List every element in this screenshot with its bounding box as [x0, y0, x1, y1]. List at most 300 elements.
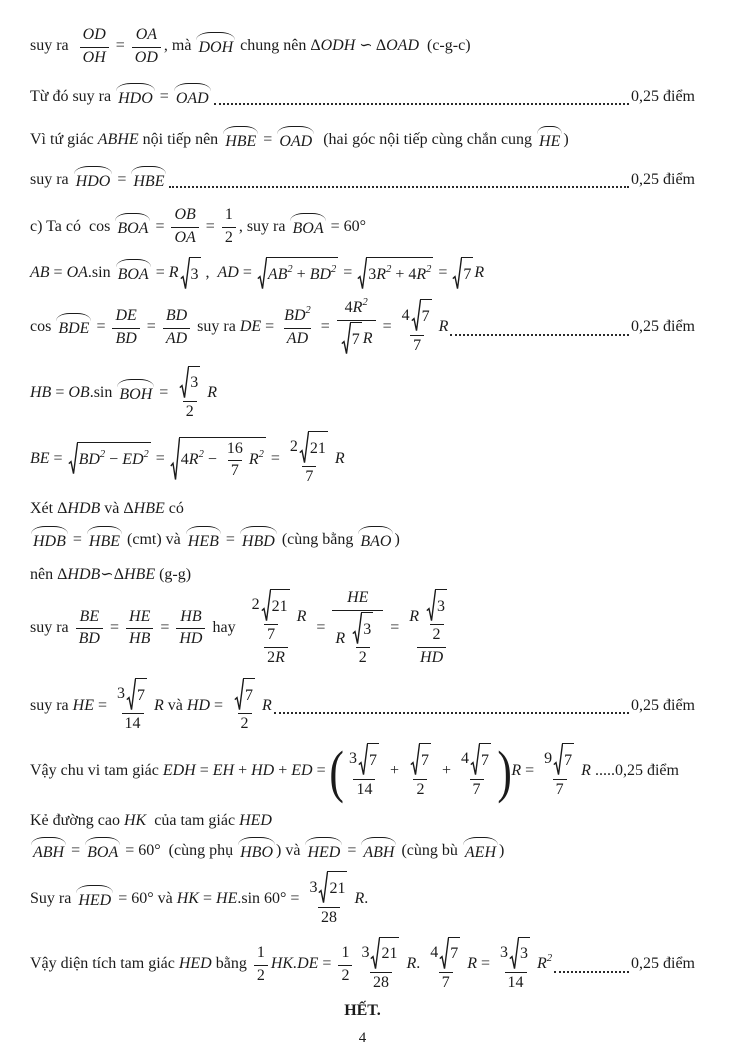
- math-var: R: [275, 649, 285, 667]
- numerator: [175, 366, 204, 401]
- text-run: .sin: [87, 264, 115, 282]
- text-run: 2: [432, 626, 441, 644]
- text-run: 21: [309, 439, 326, 457]
- math-var: OA: [66, 264, 88, 282]
- text-run: 2: [240, 715, 249, 733]
- numerator: [399, 299, 436, 334]
- text-run: nên Δ: [30, 565, 68, 583]
- text-run: −: [105, 451, 123, 469]
- fraction: [176, 608, 205, 650]
- text-run: (hai góc nội tiếp cùng chắn cung: [315, 130, 537, 148]
- fraction: [171, 206, 198, 248]
- big-paren-left: (: [329, 738, 344, 804]
- math-var: AB: [30, 264, 50, 282]
- text-run: chung nên Δ: [236, 37, 321, 55]
- radical: [318, 871, 347, 904]
- numerator: [458, 743, 495, 778]
- fraction: [358, 937, 403, 993]
- text-run: ): [394, 531, 400, 549]
- text-run: =: [259, 130, 277, 148]
- page-number: 4: [358, 1029, 367, 1046]
- text-run: Suy ra: [30, 889, 76, 907]
- math-var: R: [334, 449, 345, 467]
- text-run: 28: [320, 908, 337, 926]
- radical-body: [461, 257, 473, 290]
- text-run: 2: [185, 402, 194, 420]
- text-run: .: [364, 889, 369, 907]
- text-run: =: [49, 264, 67, 282]
- math-var: ED: [122, 451, 144, 469]
- radical: [509, 937, 530, 970]
- text-run: 7: [230, 462, 239, 480]
- line-abh-boa: [30, 836, 695, 867]
- line-hdo-equals-hbe: [30, 165, 695, 196]
- text-run: 2: [256, 966, 265, 984]
- math-var: OA: [135, 26, 158, 43]
- denominator: [126, 628, 153, 649]
- denominator: [112, 328, 139, 349]
- text-run: =: [312, 761, 330, 779]
- text-run: và: [163, 696, 187, 714]
- text-run: =: [151, 449, 169, 467]
- text-run: +: [437, 761, 456, 779]
- text-run: 1: [256, 943, 265, 961]
- text-run: , mà: [163, 37, 196, 55]
- radical: [234, 678, 255, 711]
- fraction: [399, 299, 436, 355]
- denominator: [122, 713, 144, 734]
- angle-name: HBE: [222, 125, 259, 156]
- score-label: 0,25 điểm: [631, 955, 695, 973]
- end-marker: HẾT.: [344, 1001, 381, 1019]
- math-var: BD: [78, 630, 100, 648]
- text-run: 7: [463, 265, 472, 283]
- text-run: suy ra: [30, 619, 73, 637]
- text-run: +: [234, 761, 252, 779]
- math-var: HE: [129, 607, 151, 625]
- math-var: DE: [239, 318, 262, 336]
- text-run: 7: [245, 686, 254, 704]
- line-area: [30, 937, 695, 993]
- angle-name: HBE: [130, 165, 167, 196]
- denominator: [356, 647, 370, 668]
- numerator: [126, 608, 153, 629]
- fraction: [163, 307, 190, 349]
- text-run: 3: [117, 685, 126, 703]
- numerator: [346, 743, 383, 778]
- math-var: R: [262, 696, 272, 714]
- text-run: bằng: [211, 955, 251, 973]
- denominator: [417, 647, 446, 668]
- math-var: HBE: [133, 499, 165, 517]
- math-var: AD: [286, 329, 309, 347]
- dot-leader: [169, 186, 629, 188]
- denominator: [353, 779, 375, 800]
- radical: [257, 257, 338, 290]
- text-run: ): [499, 842, 505, 860]
- line-c-cos-boa: [30, 206, 695, 248]
- denominator: [505, 972, 527, 993]
- line-ab-ad: [30, 257, 695, 290]
- numerator: [224, 440, 246, 461]
- text-run: =: [92, 318, 110, 336]
- math-var: EH: [212, 761, 235, 779]
- text-run: = 60°: [326, 217, 367, 235]
- denominator: [553, 779, 567, 800]
- math-var: HB: [30, 384, 52, 402]
- numerator: [287, 431, 332, 466]
- denominator: [222, 227, 236, 248]
- text-run: hay: [208, 619, 240, 637]
- superscript: 2: [305, 304, 311, 316]
- angle-name: BOH: [116, 378, 155, 409]
- text-run: 9: [544, 750, 553, 768]
- text-run: =: [105, 619, 124, 637]
- text-run: 2: [289, 438, 298, 456]
- radical: [352, 612, 373, 645]
- math-var: ODH: [320, 37, 356, 55]
- text-run: 3: [190, 374, 199, 392]
- angle-name: BOA: [114, 212, 151, 243]
- angle-name: BOA: [115, 258, 152, 289]
- radical: [470, 743, 491, 776]
- angle-name: HBD: [239, 525, 278, 556]
- paren-group: [329, 738, 512, 804]
- denominator: [332, 610, 383, 668]
- radical-body: [479, 743, 491, 776]
- math-var: HK: [176, 889, 199, 907]
- fraction: [338, 944, 352, 986]
- text-run: 4: [180, 451, 189, 469]
- angle-name: HED: [75, 884, 114, 915]
- math-var: BD: [284, 306, 306, 324]
- math-var: R: [154, 696, 164, 714]
- fraction: [230, 678, 259, 734]
- math-var: HK.DE: [270, 955, 319, 973]
- angle-name: BOA: [84, 836, 121, 867]
- text-run: 28: [372, 973, 389, 991]
- fraction: [114, 678, 151, 734]
- angle-name: HBO: [237, 836, 276, 867]
- math-var: R: [188, 451, 199, 469]
- line-hdo-equals-oad: [30, 82, 695, 113]
- numerator: [77, 608, 103, 629]
- text-run: =: [434, 264, 452, 282]
- text-run: =: [238, 264, 256, 282]
- radical: [426, 589, 447, 622]
- text-run: 7: [137, 686, 146, 704]
- text-run: 14: [356, 780, 373, 798]
- fraction: [76, 608, 103, 650]
- text-run: suy ra: [193, 318, 240, 336]
- denominator: [163, 328, 190, 349]
- numerator: [163, 307, 190, 328]
- radical-body: [308, 431, 328, 464]
- text-run: 3: [361, 943, 370, 961]
- radical-body: [327, 871, 347, 904]
- text-run: =: [201, 217, 219, 235]
- text-run: =: [210, 696, 228, 714]
- numerator: [344, 589, 371, 610]
- text-run: 2: [341, 966, 350, 984]
- text-run: =: [318, 955, 336, 973]
- dot-leader: [450, 334, 629, 336]
- math-var: EDH: [162, 761, 196, 779]
- text-run: =: [312, 619, 330, 637]
- denominator: [80, 47, 109, 68]
- radical: [553, 743, 574, 776]
- text-run: 21: [271, 597, 288, 615]
- score-label: 0,25 điểm: [631, 318, 695, 336]
- denominator: [370, 972, 392, 993]
- radical-body: [379, 937, 399, 970]
- text-run: (c-g-c): [419, 37, 471, 55]
- dot-leader: [214, 103, 629, 105]
- radical: [370, 937, 399, 970]
- text-run: 14: [507, 973, 524, 991]
- math-var: HD: [251, 761, 275, 779]
- text-run: .....0,25 điểm: [590, 761, 679, 779]
- denominator: [338, 965, 352, 986]
- text-run: (cùng bù: [397, 842, 462, 860]
- line-cos-bde: [30, 299, 695, 355]
- angle-name: DOH: [195, 31, 236, 62]
- math-var: HDB: [67, 499, 101, 517]
- denominator: [302, 466, 316, 487]
- text-run: 7: [413, 336, 422, 354]
- radical: [170, 437, 266, 482]
- angle-name: OAD: [173, 82, 212, 113]
- radical-body: [270, 589, 290, 622]
- denominator: [410, 335, 424, 356]
- fraction: [541, 743, 578, 799]
- text-run: =: [111, 37, 129, 55]
- radical-body: [188, 366, 200, 399]
- math-var: BE: [79, 607, 100, 625]
- text-run: 2: [267, 649, 276, 667]
- math-var: BE: [30, 449, 50, 467]
- radical: [68, 442, 151, 475]
- math-var: HB: [129, 630, 151, 648]
- fraction: [126, 608, 153, 650]
- text-run: suy ra: [30, 696, 73, 714]
- fraction: [281, 304, 314, 349]
- text-run: 4: [401, 306, 410, 324]
- math-var: R: [537, 955, 547, 973]
- text-run: 7: [472, 780, 481, 798]
- fraction: [132, 26, 161, 68]
- denominator: [470, 779, 484, 800]
- numerator: [348, 612, 377, 647]
- math-var: AD: [217, 264, 239, 282]
- dot-leader: [554, 971, 629, 973]
- math-var: BD: [115, 329, 137, 347]
- text-run: 3: [309, 878, 318, 896]
- text-run: nội tiếp nên: [138, 130, 223, 148]
- line-ke-duong-cao: [30, 811, 695, 831]
- numerator: [406, 743, 435, 778]
- line-hed-60-hk: [30, 871, 695, 927]
- text-run: =: [151, 264, 169, 282]
- text-run: =: [386, 619, 404, 637]
- math-var: R: [406, 955, 417, 973]
- text-run: =: [142, 318, 160, 336]
- angle-name: HDO: [73, 165, 114, 196]
- math-var: AB: [267, 265, 288, 283]
- radical-body: [361, 612, 373, 645]
- text-run: 3: [500, 943, 509, 961]
- angle-name: HDB: [30, 525, 69, 556]
- numerator: [306, 871, 351, 906]
- angle-name: BOA: [289, 212, 326, 243]
- text-run: 7: [368, 751, 377, 769]
- denominator: [132, 47, 161, 68]
- math-var: HK: [124, 811, 147, 829]
- text-run: =: [155, 87, 173, 105]
- math-var: R: [296, 607, 307, 625]
- superscript: 2: [198, 448, 204, 460]
- line-ratio-chain: [30, 589, 695, 668]
- fraction: [254, 944, 268, 986]
- fraction: [348, 612, 377, 668]
- numerator: [243, 589, 310, 647]
- line-xet-triangles: [30, 499, 695, 519]
- angle-name: HEB: [185, 525, 222, 556]
- text-run: =: [93, 696, 112, 714]
- text-run: = 60° và: [114, 889, 177, 907]
- text-run: Từ đó suy ra: [30, 87, 116, 105]
- math-var: R: [352, 299, 363, 317]
- text-run: =: [221, 531, 239, 549]
- numerator: [427, 937, 464, 972]
- numerator: [254, 944, 268, 965]
- numerator: [338, 944, 352, 965]
- text-run: 7: [450, 945, 459, 963]
- denominator: [284, 328, 311, 349]
- math-var: OD: [134, 48, 158, 66]
- math-var: HED: [239, 811, 272, 829]
- fraction: [222, 206, 236, 248]
- numerator: [406, 589, 457, 647]
- radical: [261, 589, 290, 622]
- math-var: OA: [174, 229, 196, 247]
- radical-body: [420, 299, 432, 332]
- superscript: 2: [331, 263, 337, 275]
- numerator: [422, 589, 451, 624]
- text-run: 2: [224, 229, 233, 247]
- text-run: =: [195, 761, 213, 779]
- text-run: 4: [344, 299, 353, 317]
- text-run: ∽Δ: [100, 565, 124, 583]
- numerator: [177, 608, 204, 629]
- radical: [341, 322, 362, 355]
- text-run: .sin: [89, 384, 117, 402]
- denominator: [171, 227, 198, 248]
- text-run: 4: [461, 750, 470, 768]
- text-run: 21: [381, 945, 398, 963]
- superscript: 2: [386, 263, 392, 275]
- line-nen-similar: [30, 565, 695, 585]
- text-run: =: [51, 384, 69, 402]
- math-var: BD: [309, 265, 332, 283]
- math-var: R: [376, 265, 387, 283]
- radical-body: [243, 678, 255, 711]
- big-paren-right: ): [497, 738, 512, 804]
- superscript: 2: [426, 263, 432, 275]
- radical-body: [77, 442, 151, 475]
- radical: [180, 257, 201, 290]
- text-run: của tam giác: [146, 811, 240, 829]
- radical-body: [135, 678, 147, 711]
- denominator: [264, 624, 278, 645]
- angle-name: BDE: [55, 312, 92, 343]
- fraction: [406, 589, 457, 668]
- line-abhe-cyclic: [30, 125, 695, 156]
- radical: [410, 743, 431, 776]
- text-run: ) và: [276, 842, 305, 860]
- denominator: [264, 647, 288, 668]
- angle-name: HED: [304, 836, 343, 867]
- text-run: +: [292, 265, 310, 283]
- text-run: 1: [341, 943, 350, 961]
- fraction: [243, 589, 310, 668]
- text-run: 7: [555, 780, 564, 798]
- numerator: [133, 26, 160, 47]
- angle-name: HBE: [86, 525, 123, 556]
- angle-name: BAO: [357, 525, 394, 556]
- text-run: =: [67, 842, 85, 860]
- denominator: [76, 628, 103, 649]
- fraction: [249, 589, 294, 645]
- math-var: HE: [72, 696, 94, 714]
- numerator: [281, 304, 314, 328]
- numerator: [112, 307, 139, 328]
- denominator: [238, 713, 252, 734]
- fraction: [458, 743, 495, 799]
- fraction: [175, 366, 204, 422]
- angle-name: ABH: [30, 836, 67, 867]
- text-run: 3: [363, 620, 372, 638]
- math-var: HE: [216, 889, 238, 907]
- text-run: cos: [30, 318, 56, 336]
- line-be: [30, 431, 695, 487]
- math-var: ED: [291, 761, 313, 779]
- math-var: BD: [78, 451, 100, 469]
- denominator: [439, 972, 453, 993]
- radical-body: [367, 743, 379, 776]
- text-run: 7: [305, 468, 314, 486]
- score-label: 0,25 điểm: [631, 87, 695, 105]
- numerator: [114, 678, 151, 713]
- fraction: [332, 589, 383, 668]
- math-var: OB: [68, 384, 90, 402]
- fraction: [346, 743, 383, 799]
- text-run: 3: [520, 945, 529, 963]
- math-var: OD: [82, 26, 106, 43]
- text-run: 2: [251, 596, 260, 614]
- text-run: 1: [224, 206, 233, 224]
- text-run: và Δ: [100, 499, 134, 517]
- score-label: 0,25 điểm: [631, 696, 695, 714]
- numerator: [171, 206, 198, 227]
- line-perimeter: [30, 738, 695, 804]
- text-run: =: [156, 619, 174, 637]
- text-run: =: [477, 955, 495, 973]
- math-var: R: [207, 384, 218, 402]
- score-label: 0,25 điểm: [631, 170, 695, 188]
- math-var: R: [248, 451, 259, 469]
- text-run: + 4: [391, 265, 417, 283]
